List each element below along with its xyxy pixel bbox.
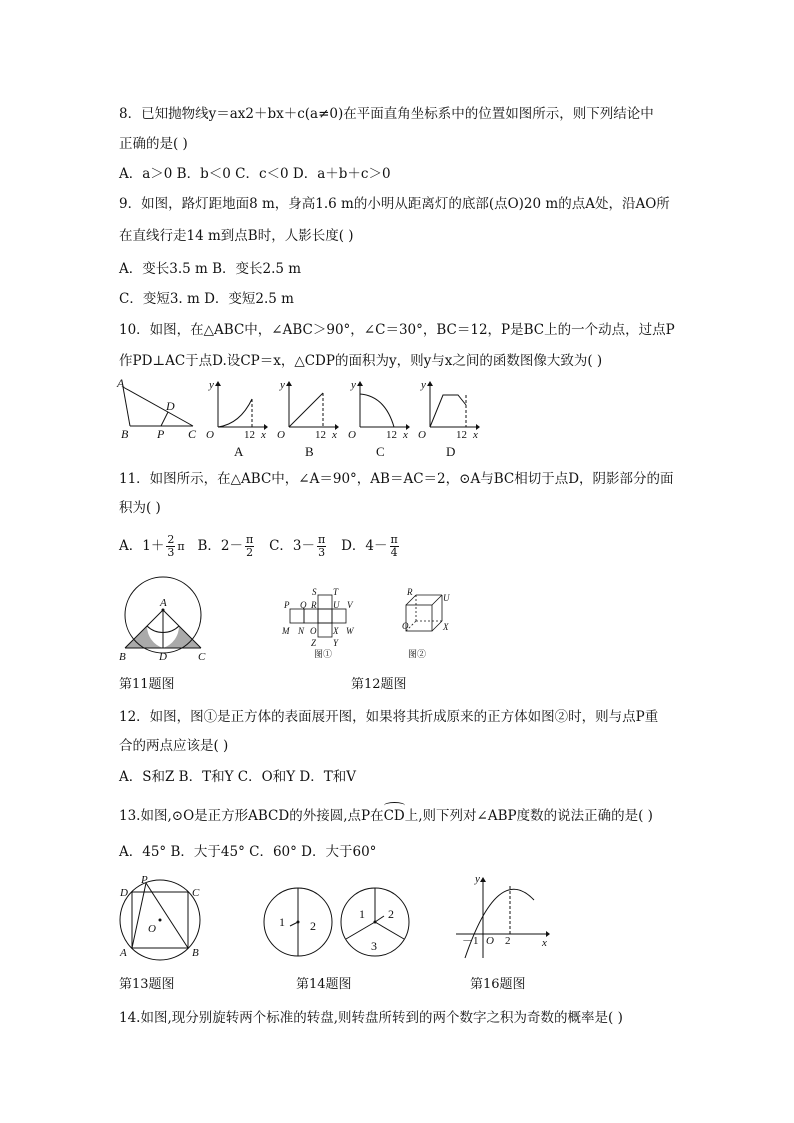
q10-graph-a <box>218 382 264 427</box>
q14-right-2: 2 <box>388 907 394 921</box>
q8-stem-line2: 正确的是( ) <box>119 136 188 152</box>
q10-graph-d-12: 12 <box>456 429 467 441</box>
q13-label-B: B <box>192 947 199 959</box>
q10-choice-c: C <box>376 444 385 459</box>
q13-label-O: O <box>148 923 156 935</box>
q12-cube-U: U <box>443 593 450 603</box>
q10-graph-c-12: 12 <box>386 429 397 441</box>
q11-label-A: A <box>160 597 167 609</box>
q10-graph-c <box>360 382 406 427</box>
q10-label-P: P <box>157 427 165 441</box>
q11-opt-c-den: 3 <box>318 546 326 559</box>
q11-opt-d-fraction <box>390 534 399 559</box>
q12-label-Y: Y <box>333 638 339 648</box>
q12-label-Q: Q <box>300 600 307 610</box>
q10-graph-b-y: y <box>280 379 285 391</box>
q12-fig1-label: 图① <box>314 649 333 659</box>
q11-label-B: B <box>119 651 126 663</box>
q11-opt-b-fraction <box>245 534 254 559</box>
q12-label-U: U <box>333 600 340 610</box>
q13-options: A．45° B．大于45° C．60° D．大于60° <box>119 844 377 860</box>
q16-axis-x: x <box>542 937 547 949</box>
q11-caption: 第11题图 <box>119 677 175 692</box>
q12-cube-O: O <box>402 621 409 631</box>
q10-graph-c-origin: O <box>348 429 356 441</box>
q14-left-2: 2 <box>310 919 316 933</box>
q10-graph-b-x: x <box>332 429 337 441</box>
q11-opt-c-fraction <box>317 534 326 559</box>
q10-label-C: C <box>188 427 197 441</box>
q13-figure <box>116 876 216 966</box>
q10-triangle <box>123 387 193 426</box>
q12-figure-2 <box>396 587 456 667</box>
q11-opt-b-den: 2 <box>246 546 254 559</box>
q12-label-N: N <box>298 626 305 636</box>
q9-options-2: C．变短3. m D．变短2.5 m <box>119 291 294 307</box>
q12-label-V: V <box>347 600 353 610</box>
q9-stem-line2: 在直线行走14 m到点B时，人影长度( ) <box>119 228 354 244</box>
q13-label-D: D <box>120 887 128 899</box>
q12-label-S: S <box>312 587 317 597</box>
q11-opt-c-num: π <box>318 533 326 546</box>
q12-stem-line1: 12．如图，图①是正方体的表面展开图，如果将其折成原来的正方体如图②时，则与点P重 <box>119 709 659 725</box>
q10-graph-a-y: y <box>209 379 214 391</box>
q10-choice-d: D <box>446 444 456 459</box>
q12-fig2-label: 图② <box>408 649 427 659</box>
q11-opt-d-den: 4 <box>390 546 398 559</box>
q12-cube-R: R <box>407 587 413 597</box>
q11-opt-a-prefix: A．1＋ <box>119 538 165 554</box>
q12-label-O: O <box>310 626 317 636</box>
q16-caption: 第16题图 <box>470 977 526 992</box>
q12-label-T: T <box>333 587 339 597</box>
q11-label-D: D <box>159 651 167 663</box>
q16-label-2: 2 <box>505 935 511 947</box>
q14-stem-line1: 14.如图,现分别旋转两个标准的转盘,则转盘所转到的两个数字之积为奇数的概率是( ) <box>119 1010 623 1026</box>
q14-left-1: 1 <box>279 915 285 929</box>
q11-opt-b-prefix: B．2－ <box>197 538 243 554</box>
q11-opt-a-pi: π <box>177 540 185 553</box>
q16-figure <box>450 872 560 962</box>
q11-label-C: C <box>198 651 206 663</box>
q13-stem-line1 <box>119 806 653 826</box>
q13-label-P: P <box>141 874 148 886</box>
q10-stem-line2: 作PD⊥AC于点D.设CP＝x，△CDP的面积为y，则y与x之间的函数图像大致为( ) <box>119 353 603 369</box>
q12-caption: 第12题图 <box>351 677 407 692</box>
q12-label-W: W <box>346 626 354 636</box>
q11-opt-c-prefix: C．3－ <box>269 538 315 554</box>
q9-stem-line1: 9．如图，路灯距地面8 m，身高1.6 m的小明从距离灯的底部(点O)20 m的点A处，沿AO所 <box>119 196 670 212</box>
q12-label-Z: Z <box>311 638 317 648</box>
q10-graph-d-y: y <box>421 379 426 391</box>
q10-choice-b: B <box>305 444 314 459</box>
q11-opt-a-den: 3 <box>167 546 175 559</box>
q16-label-neg1: －1 <box>462 935 479 947</box>
q10-label-A: A <box>117 376 125 390</box>
q11-opt-a-num: 2 <box>167 533 175 546</box>
q13-stem-pre: 13.如图,⊙O是正方形ABCD的外接圆,点P在 <box>119 808 384 824</box>
q10-graph-b-origin: O <box>277 429 285 441</box>
q11-opt-a-fraction <box>166 534 175 559</box>
q13-caption: 第13题图 <box>119 977 175 992</box>
q10-figure <box>0 372 794 462</box>
q11-stem-line2: 积为( ) <box>119 500 161 516</box>
q11-opt-d-num: π <box>390 533 398 546</box>
q16-label-origin: O <box>486 935 494 947</box>
q8-options: A．a＞0 B．b＜0 C．c＜0 D．a＋b＋c＞0 <box>119 166 391 182</box>
q14-right-1: 1 <box>359 907 365 921</box>
q12-label-M: M <box>282 626 290 636</box>
q11-opt-b-num: π <box>245 533 254 546</box>
q10-graph-c-y: y <box>351 379 356 391</box>
q12-options: A．S和Z B．T和Y C．O和Y D．T和V <box>119 769 356 785</box>
q9-options-1: A．变长3.5 m B．变长2.5 m <box>119 261 302 277</box>
q10-graph-b-12: 12 <box>315 429 326 441</box>
q8-stem-line1: 8．已知抛物线y＝ax2＋bx＋c(a≠0)在平面直角坐标系中的位置如图所示，则下列结论中 <box>119 106 654 122</box>
q12-cube-X: X <box>443 622 449 632</box>
q10-graph-d <box>430 382 476 427</box>
q10-graph-c-x: x <box>403 429 408 441</box>
q11-figure <box>117 578 217 663</box>
q12-label-P: P <box>284 600 290 610</box>
q13-arc-cd: CD <box>383 808 405 824</box>
q14-right-3: 3 <box>371 939 377 953</box>
q12-label-R: R <box>311 600 317 610</box>
q10-stem-line1: 10．如图，在△ABC中，∠ABC＞90°，∠C＝30°，BC＝12，P是BC上的一个动点，过点P <box>119 322 675 338</box>
q10-graph-a-origin: O <box>206 429 214 441</box>
q14-caption: 第14题图 <box>296 977 352 992</box>
q10-label-B: B <box>121 427 129 441</box>
q10-graph-a-12: 12 <box>244 429 255 441</box>
q10-graph-a-x: x <box>261 429 266 441</box>
q10-graph-d-x: x <box>473 429 478 441</box>
q14-figure <box>260 876 410 966</box>
q10-graph-d-origin: O <box>418 429 426 441</box>
q11-options <box>119 532 401 561</box>
q12-label-X: X <box>333 626 339 636</box>
q13-stem-post: 上,则下列对∠ABP度数的说法正确的是( ) <box>404 808 653 824</box>
q11-opt-d-prefix: D．4－ <box>341 538 388 554</box>
q10-graph-b <box>289 382 335 427</box>
q13-label-A: A <box>120 947 127 959</box>
q12-stem-line2: 合的两点应该是( ) <box>119 738 229 754</box>
q16-axis-y: y <box>475 873 480 885</box>
q13-label-C: C <box>192 887 200 899</box>
q10-label-D: D <box>166 399 175 413</box>
q11-stem-line1: 11．如图所示，在△ABC中，∠A＝90°，AB＝AC＝2，⊙A与BC相切于点D，阴影部分的面 <box>119 471 674 487</box>
q12-figure-1 <box>282 587 372 667</box>
q10-choice-a: A <box>234 444 244 459</box>
